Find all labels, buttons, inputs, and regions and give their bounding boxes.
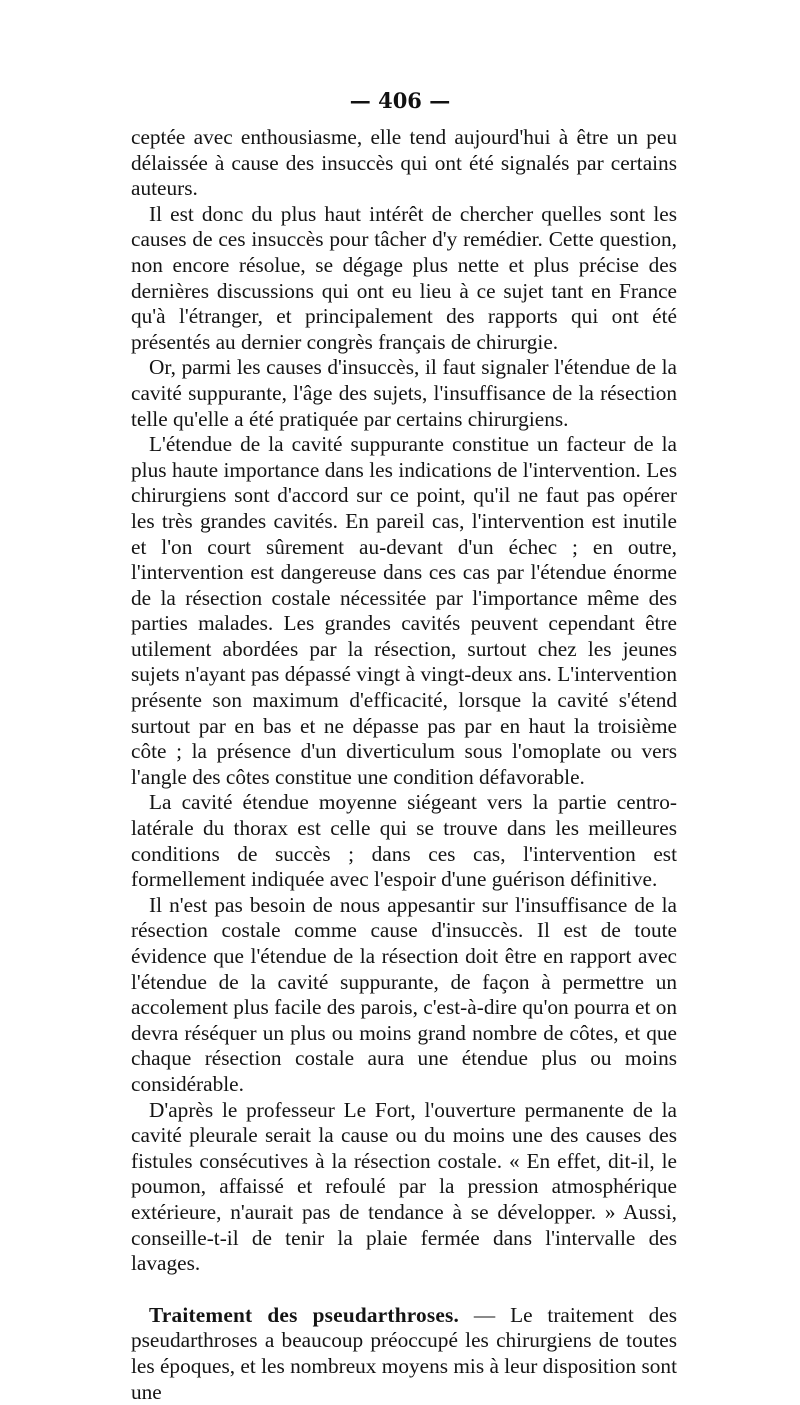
paragraph-cavity-extent: L'étendue de la cavité suppurante constitue un facteur de la plus haute importance dans les indications de l'intervention. Les chirurgiens sont d'accord sur ce point, qu'il ne faut pas opérer les très grandes cavités. En pareil cas, l'intervention est inutile et l'on court sûrement au-devant d'un échec ; en outre, l'intervention est dangereuse dans ces cas par l'étendue énorme de la résection costale nécessitée par l'importance même des parties malades. Les grandes cavités peuvent cependant être utilement abordées par la résection, surtout chez les jeunes sujets n'ayant pas dépassé vingt à vingt-deux ans. L'intervention présente son maximum d'efficacité, lorsque la cavité s'étend surtout par en bas et ne dépasse pas par en haut la troisième côte ; la présence d'un diverticulum sous l'omoplate ou vers l'angle des côtes constitue une condition défavorable.: [131, 432, 677, 789]
paragraph-pseudarthroses: [131, 1303, 677, 1405]
body-text: [131, 125, 677, 1405]
paragraph-continuation: ceptée avec enthousiasme, elle tend aujourd'hui à être un peu délaissée à cause des insuccès qui ont été signalés par certains auteurs.: [131, 125, 677, 201]
paragraph-causes-list: Or, parmi les causes d'insuccès, il faut signaler l'étendue de la cavité suppurante, l'âge des sujets, l'insuffisance de la résection telle qu'elle a été pratiquée par certains chirurgiens.: [131, 355, 677, 431]
paragraph-pseudarthroses-text: — Le traitement des pseudarthroses a beaucoup préoccupé les chirurgiens de toutes les époques, et les nombreux moyens mis à leur disposition sont une: [131, 1302, 677, 1404]
section-heading: Traitement des pseudarthroses.: [149, 1302, 460, 1327]
paragraph-le-fort: D'après le professeur Le Fort, l'ouverture permanente de la cavité pleurale serait la cause ou du moins une des causes des fistules consécutives à la résection costale. « En effet, dit-il, le poumon, affaissé et refoulé par la pression atmosphérique extérieure, n'aurait pas de tendance à se développer. » Aussi, conseille-t-il de tenir la plaie fermée dans l'intervalle des lavages.: [131, 1097, 677, 1276]
paragraph-resection-insufficiency: Il n'est pas besoin de nous appesantir sur l'insuffisance de la résection costale comme cause d'insuccès. Il est de toute évidence que l'étendue de la résection doit être en rapport avec l'étendue de la cavité suppurante, de façon à permettre un accolement plus facile des parois, c'est-à-dire qu'on pourra et on devra réséquer un plus ou moins grand nombre de côtes, et que chaque résection costale aura une étendue plus ou moins considérable.: [131, 892, 677, 1096]
paragraph-medium-cavity: La cavité étendue moyenne siégeant vers la partie centro-latérale du thorax est celle qui se trouve dans les meilleures conditions de succès ; dans ces cas, l'intervention est formellement indiquée avec l'espoir d'une guérison définitive.: [131, 790, 677, 892]
page-number: — 406 —: [349, 88, 451, 113]
paragraph-causes-intro: Il est donc du plus haut intérêt de chercher quelles sont les causes de ces insuccès pour tâcher d'y remédier. Cette question, non encore résolue, se dégage plus nette et plus précise des dernières discussions qui ont eu lieu à ce sujet tant en France qu'à l'étranger, et principalement des rapports qui ont été présentés au dernier congrès français de chirurgie.: [131, 201, 677, 354]
